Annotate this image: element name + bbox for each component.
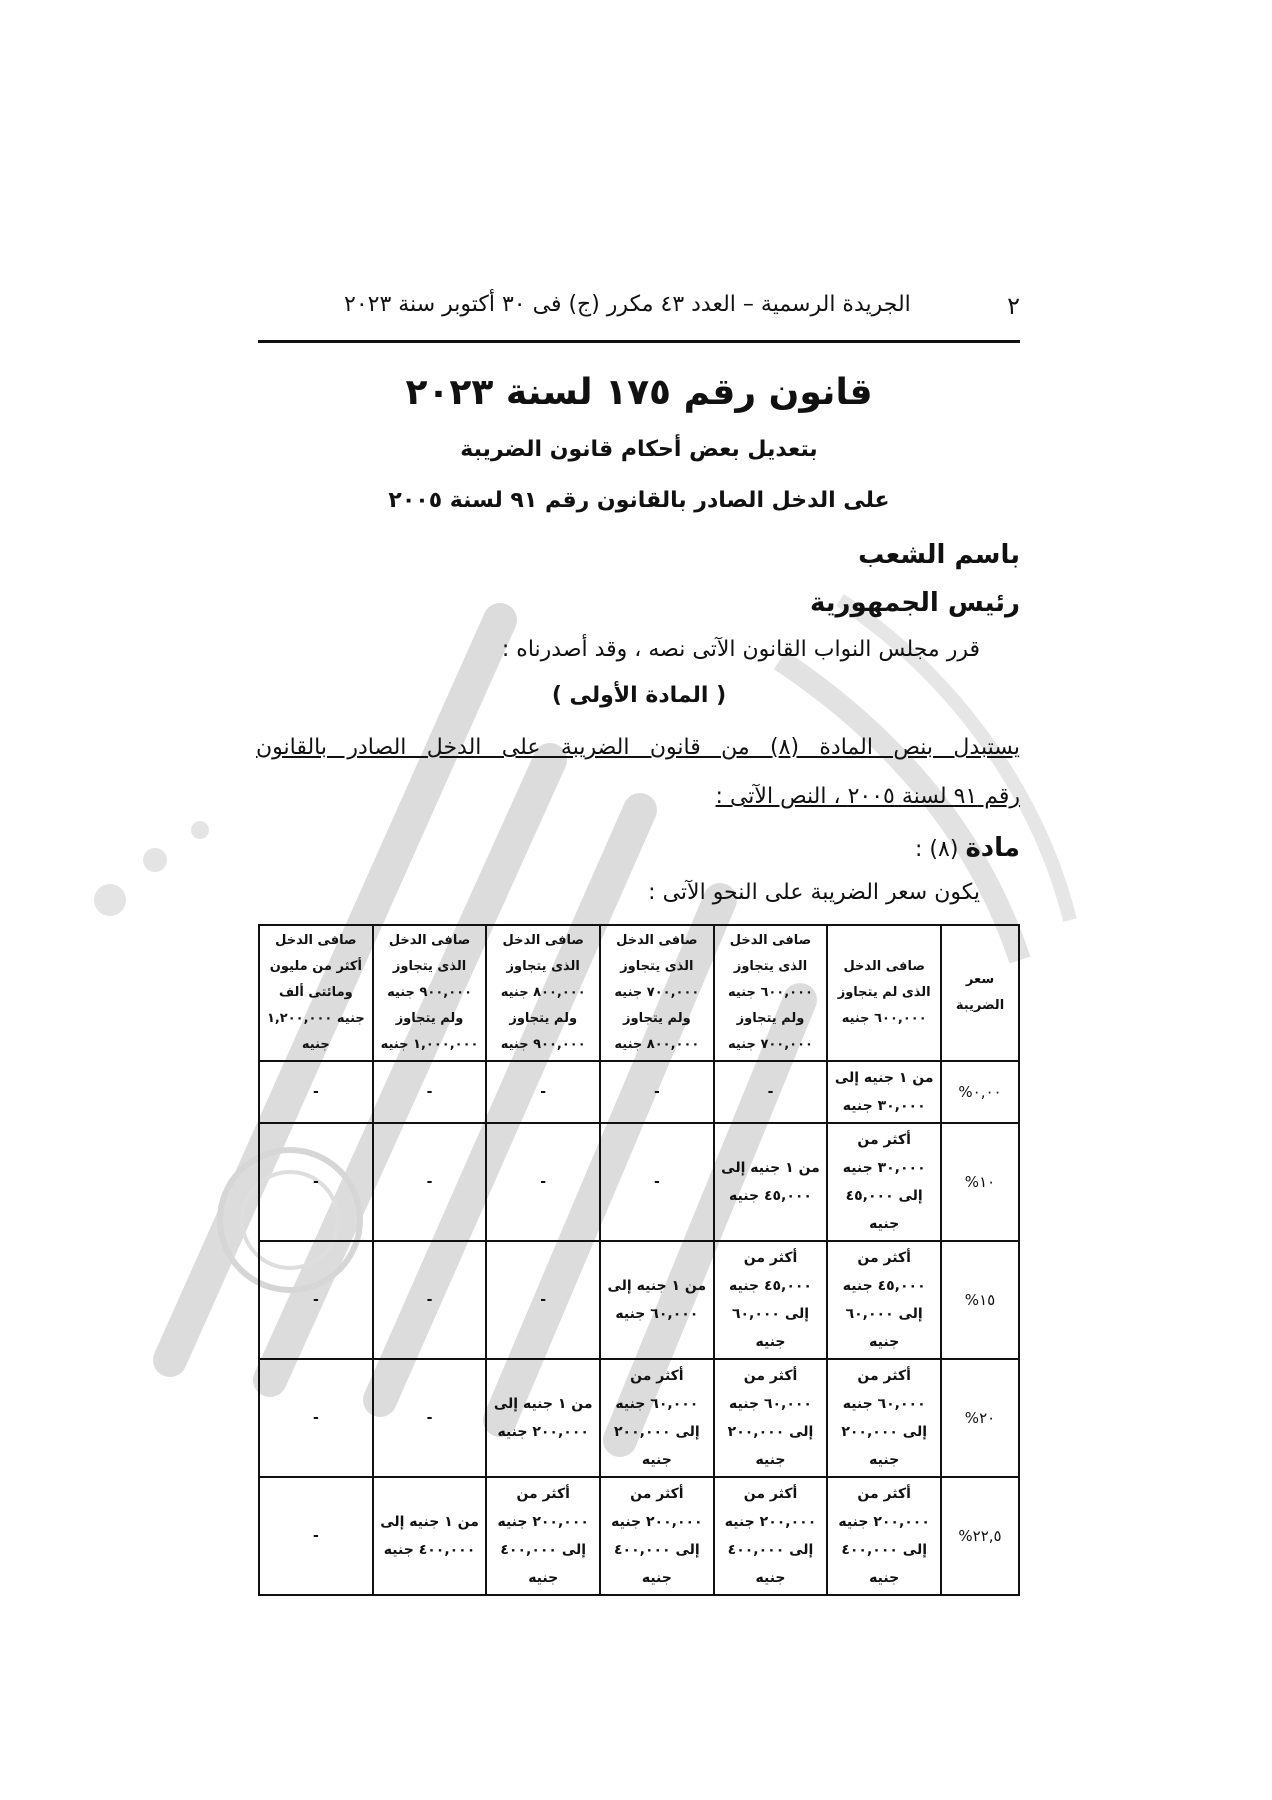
in-the-name-of-people: باسم الشعب <box>858 540 1020 570</box>
table-cell: من ١ جنيه إلى ٢٠٠,٠٠٠ جنيه <box>486 1359 600 1477</box>
table-cell: أكثر من ٢٠٠,٠٠٠ جنيه إلى ٤٠٠,٠٠٠ جنيه <box>600 1477 714 1595</box>
table-row <box>259 1241 1019 1359</box>
rate-intro-text: يكون سعر الضريبة على النحو الآتى : <box>648 880 980 905</box>
table-cell: - <box>486 1061 600 1123</box>
table-header-cell: صافى الدخل الذى يتجاوز ٩٠٠,٠٠٠ جنيه ولم يتجاوز ١,٠٠٠,٠٠٠ جنيه <box>373 925 487 1061</box>
tax-rate-cell: ٢٠% <box>941 1359 1019 1477</box>
table-header-cell: صافى الدخل أكثر من مليون ومائتى ألف جنيه ١,٢٠٠,٠٠٠ جنيه <box>259 925 373 1061</box>
table-cell: من ١ جنيه إلى ٤٥,٠٠٠ جنيه <box>714 1123 828 1241</box>
page-header <box>258 292 1020 328</box>
table-cell: - <box>373 1061 487 1123</box>
table-cell: - <box>486 1241 600 1359</box>
table-cell: - <box>373 1241 487 1359</box>
header-divider <box>258 340 1020 343</box>
page-number: ٢ <box>1007 292 1020 320</box>
law-subtitle-line-2: على الدخل الصادر بالقانون رقم ٩١ لسنة ٢٠٠٥ <box>388 488 890 513</box>
table-header-cell: صافى الدخل الذى لم يتجاوز ٦٠٠,٠٠٠ جنيه <box>827 925 941 1061</box>
table-cell: أكثر من ٦٠,٠٠٠ جنيه إلى ٢٠٠,٠٠٠ جنيه <box>827 1359 941 1477</box>
table-cell: من ١ جنيه إلى ٣٠,٠٠٠ جنيه <box>827 1061 941 1123</box>
president-heading: رئيس الجمهورية <box>810 588 1020 618</box>
table-cell: - <box>486 1123 600 1241</box>
table-cell: من ١ جنيه إلى ٤٠٠,٠٠٠ جنيه <box>373 1477 487 1595</box>
tax-rate-cell: ٢٢,٥% <box>941 1477 1019 1595</box>
table-cell: أكثر من ٦٠,٠٠٠ جنيه إلى ٢٠٠,٠٠٠ جنيه <box>600 1359 714 1477</box>
table-cell: - <box>373 1123 487 1241</box>
table-header-cell: سعر الضريبة <box>941 925 1019 1061</box>
table-cell: - <box>600 1061 714 1123</box>
article-eight-label <box>915 833 1020 863</box>
table-cell: - <box>259 1359 373 1477</box>
article-one-title: ( المادة الأولى ) <box>551 683 727 708</box>
table-cell: - <box>259 1241 373 1359</box>
table-header-row <box>259 925 1019 1061</box>
table-cell: - <box>259 1123 373 1241</box>
parliament-intro: قرر مجلس النواب القانون الآتى نصه ، وقد أصدرناه : <box>501 637 980 662</box>
table-header-cell: صافى الدخل الذى يتجاوز ٧٠٠,٠٠٠ جنيه ولم يتجاوز ٨٠٠,٠٠٠ جنيه <box>600 925 714 1061</box>
madda-number: (٨) : <box>915 837 959 862</box>
table-cell: أكثر من ٤٥,٠٠٠ جنيه إلى ٦٠,٠٠٠ جنيه <box>827 1241 941 1359</box>
table-row <box>259 1061 1019 1123</box>
table-cell: أكثر من ٢٠٠,٠٠٠ جنيه إلى ٤٠٠,٠٠٠ جنيه <box>486 1477 600 1595</box>
table-cell: - <box>259 1061 373 1123</box>
table-cell: أكثر من ٢٠٠,٠٠٠ جنيه إلى ٤٠٠,٠٠٠ جنيه <box>714 1477 828 1595</box>
table-row <box>259 1123 1019 1241</box>
table-cell: - <box>259 1477 373 1595</box>
law-subtitle-line-1: بتعديل بعض أحكام قانون الضريبة <box>460 437 818 462</box>
tax-rate-cell: ٠,٠٠% <box>941 1061 1019 1123</box>
tax-rate-table <box>258 924 1020 1596</box>
article-paragraph-line-2: رقم ٩١ لسنة ٢٠٠٥ ، النص الآتى : <box>715 784 1020 809</box>
table-cell: - <box>600 1123 714 1241</box>
table-cell: أكثر من ٤٥,٠٠٠ جنيه إلى ٦٠,٠٠٠ جنيه <box>714 1241 828 1359</box>
table-cell: أكثر من ٣٠,٠٠٠ جنيه إلى ٤٥,٠٠٠ جنيه <box>827 1123 941 1241</box>
table-cell: من ١ جنيه إلى ٦٠,٠٠٠ جنيه <box>600 1241 714 1359</box>
table-cell: أكثر من ٢٠٠,٠٠٠ جنيه إلى ٤٠٠,٠٠٠ جنيه <box>827 1477 941 1595</box>
table-cell: - <box>373 1359 487 1477</box>
article-paragraph-line-1: يستبدل بنص المادة (٨) من قانون الضريبة على الدخل الصادر بالقانون <box>256 735 1020 760</box>
table-header-cell: صافى الدخل الذى يتجاوز ٨٠٠,٠٠٠ جنيه ولم يتجاوز ٩٠٠,٠٠٠ جنيه <box>486 925 600 1061</box>
table-header-cell: صافى الدخل الذى يتجاوز ٦٠٠,٠٠٠ جنيه ولم يتجاوز ٧٠٠,٠٠٠ جنيه <box>714 925 828 1061</box>
madda-word: مادة <box>965 833 1020 863</box>
table-row <box>259 1477 1019 1595</box>
tax-rate-cell: ١٠% <box>941 1123 1019 1241</box>
tax-rate-cell: ١٥% <box>941 1241 1019 1359</box>
table-cell: - <box>714 1061 828 1123</box>
table-row <box>259 1359 1019 1477</box>
gazette-header-line: الجريدة الرسمية – العدد ٤٣ مكرر (ج) فى ٣٠ أكتوبر سنة ٢٠٢٣ <box>344 292 911 317</box>
law-title: قانون رقم ١٧٥ لسنة ٢٠٢٣ <box>405 372 873 413</box>
table-cell: أكثر من ٦٠,٠٠٠ جنيه إلى ٢٠٠,٠٠٠ جنيه <box>714 1359 828 1477</box>
